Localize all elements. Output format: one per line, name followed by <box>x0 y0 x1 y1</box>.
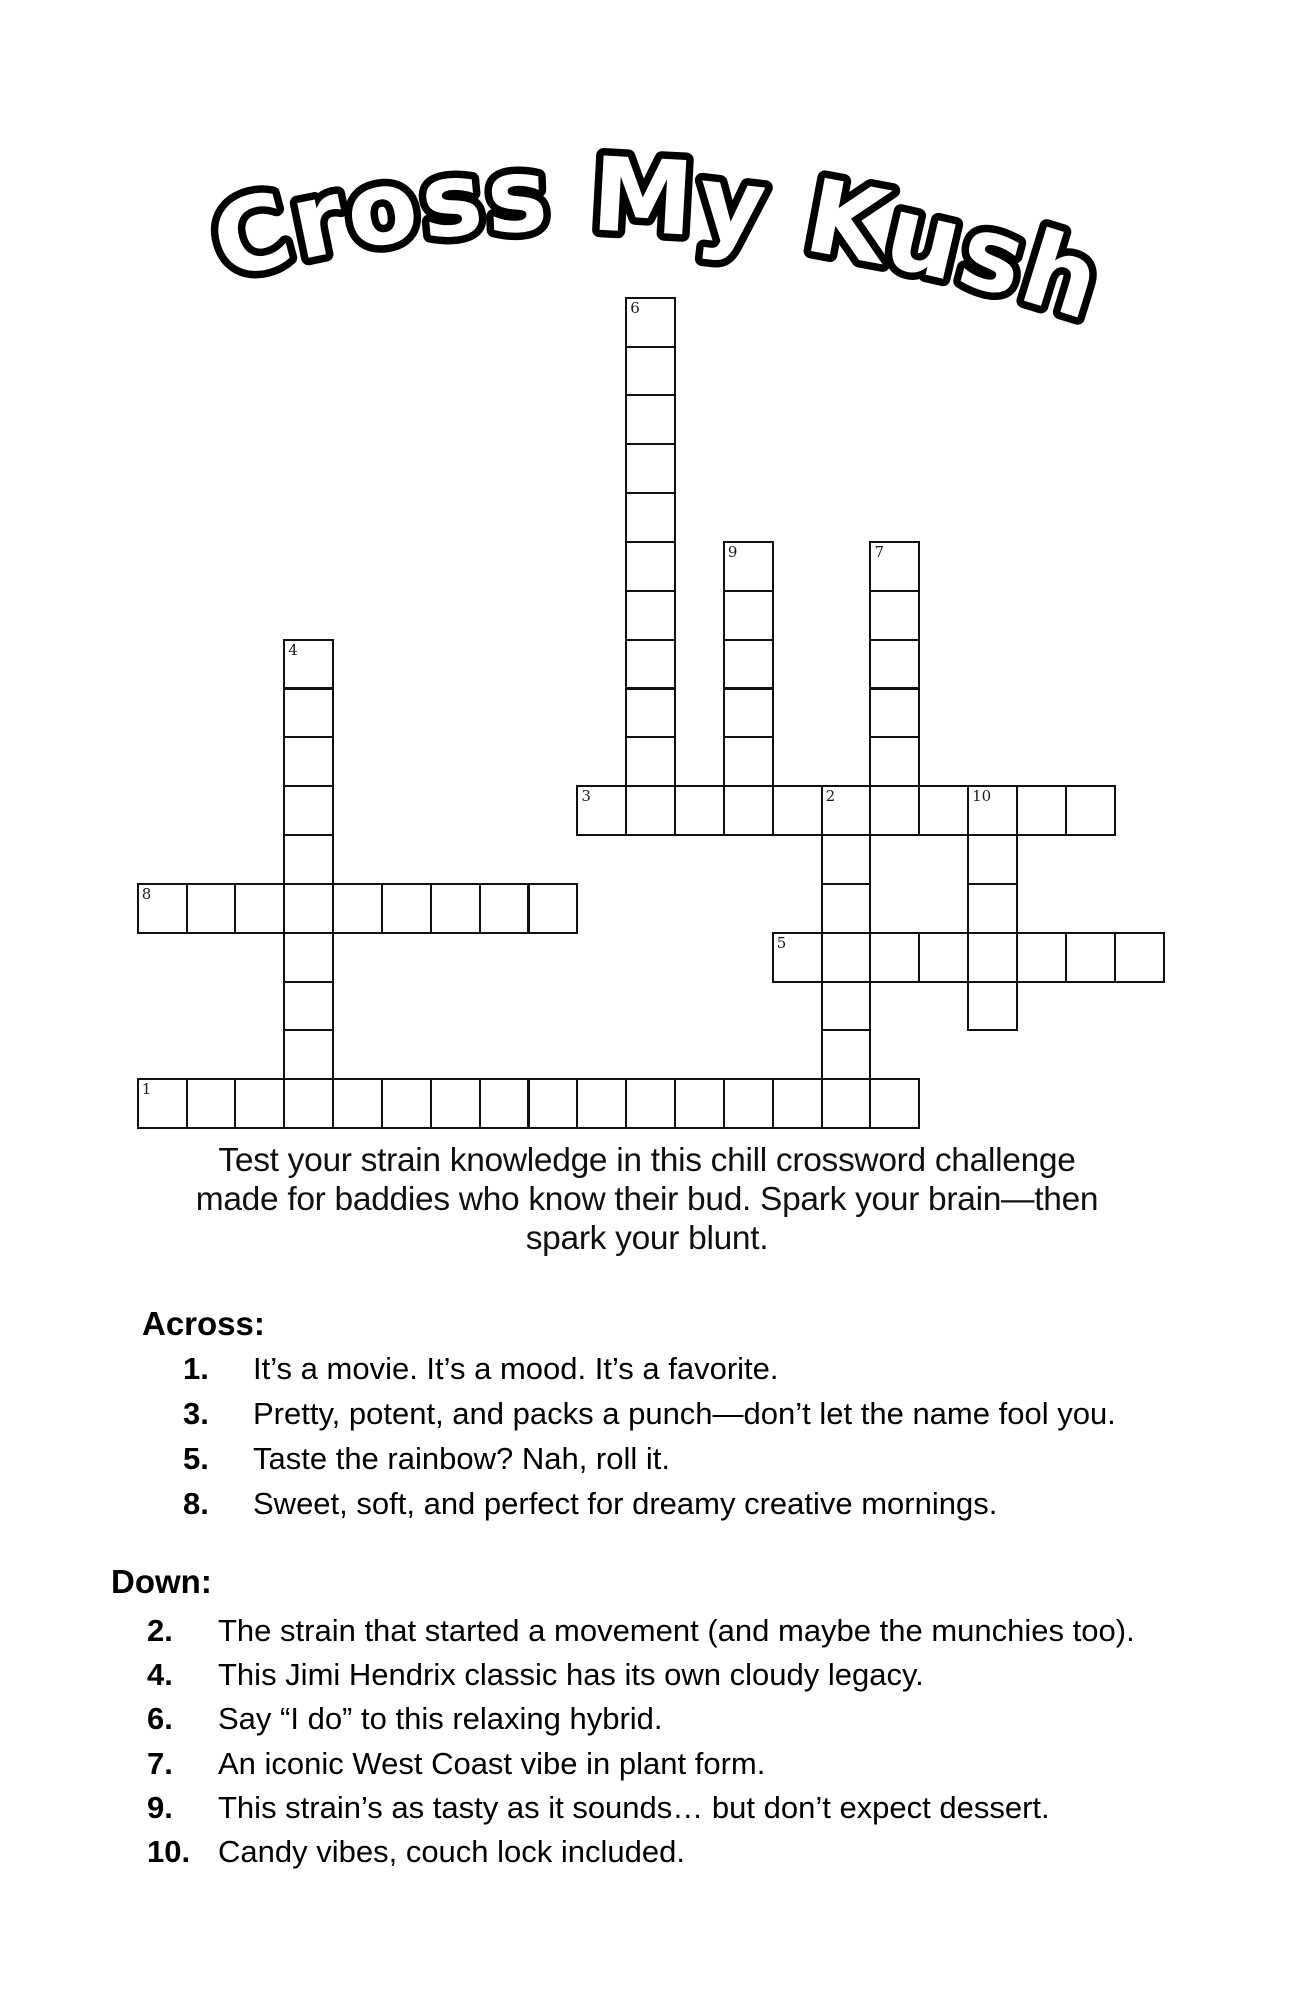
grid-cell[interactable] <box>332 1078 383 1129</box>
cell-number: 4 <box>288 640 298 659</box>
down-clue-row <box>147 1745 765 1783</box>
grid-cell[interactable] <box>869 688 920 739</box>
grid-cell[interactable] <box>1065 785 1116 836</box>
grid-cell[interactable] <box>283 1029 334 1080</box>
grid-cell[interactable] <box>625 639 676 690</box>
grid-cell[interactable] <box>1016 785 1067 836</box>
grid-cell[interactable] <box>332 883 383 934</box>
grid-cell[interactable] <box>772 1078 823 1129</box>
down-clue-row <box>147 1789 1050 1827</box>
down-heading: Down: <box>111 1563 212 1600</box>
grid-cell[interactable] <box>869 785 920 836</box>
down-clue-row <box>147 1656 924 1694</box>
grid-cell[interactable] <box>528 1078 579 1129</box>
grid-cell[interactable] <box>625 394 676 445</box>
cell-number: 10 <box>972 787 992 806</box>
grid-cell[interactable] <box>430 883 481 934</box>
cell-number: 6 <box>630 298 640 317</box>
grid-cell[interactable] <box>283 688 334 739</box>
grid-cell[interactable] <box>967 834 1018 885</box>
grid-cell[interactable] <box>821 932 872 983</box>
cell-number: 2 <box>825 787 836 806</box>
across-clue-row <box>183 1395 1116 1433</box>
grid-cell[interactable] <box>723 688 774 739</box>
across-clue-number: 3. <box>183 1396 209 1431</box>
across-clue-text: It’s a movie. It’s a mood. It’s a favorite. <box>253 1351 779 1386</box>
down-clue-row <box>147 1612 1135 1650</box>
grid-cell[interactable] <box>283 932 334 983</box>
grid-cell[interactable] <box>967 932 1018 983</box>
grid-cell[interactable] <box>967 883 1018 934</box>
down-clue-text: This Jimi Hendrix classic has its own cloudy legacy. <box>218 1657 924 1693</box>
cell-number: 1 <box>141 1080 152 1099</box>
grid-cell[interactable] <box>821 981 872 1032</box>
grid-cell[interactable] <box>234 1078 285 1129</box>
grid-cell[interactable] <box>430 1078 481 1129</box>
across-clue-row <box>183 1440 670 1478</box>
across-clue-text: Taste the rainbow? Nah, roll it. <box>253 1441 670 1476</box>
across-clue-number: 1. <box>183 1351 209 1386</box>
subtitle-line-1: Test your strain knowledge in this chill crossword challenge <box>218 1142 1076 1179</box>
grid-cell[interactable] <box>674 1078 725 1129</box>
grid-cell[interactable] <box>869 1078 920 1129</box>
grid-cell[interactable] <box>869 736 920 787</box>
grid-cell[interactable] <box>625 688 676 739</box>
subtitle-line-2: made for baddies who know their bud. Spark your brain—then <box>195 1181 1099 1218</box>
across-clue-number: 5. <box>183 1441 209 1476</box>
grid-cell[interactable] <box>967 981 1018 1032</box>
grid-cell[interactable] <box>283 1078 334 1129</box>
grid-cell[interactable] <box>283 883 334 934</box>
grid-cell[interactable] <box>625 736 676 787</box>
down-clue-text: Candy vibes, couch lock included. <box>218 1834 685 1869</box>
subtitle-line-3: spark your blunt. <box>525 1220 769 1257</box>
grid-cell[interactable] <box>625 492 676 543</box>
grid-cell[interactable] <box>772 785 823 836</box>
cell-number: 5 <box>776 933 787 952</box>
grid-cell[interactable] <box>186 1078 237 1129</box>
page-title: Cross My Kush <box>200 135 1116 345</box>
cell-number: 3 <box>581 787 591 806</box>
grid-cell[interactable] <box>186 883 237 934</box>
grid-cell[interactable] <box>283 834 334 885</box>
grid-cell[interactable] <box>625 541 676 592</box>
grid-cell[interactable] <box>381 883 432 934</box>
cell-number: 9 <box>727 542 738 561</box>
grid-cell[interactable] <box>918 932 969 983</box>
grid-cell[interactable] <box>1114 932 1165 983</box>
down-clue-text: An iconic West Coast vibe in plant form. <box>218 1745 766 1781</box>
grid-cell[interactable] <box>723 590 774 641</box>
grid-cell[interactable] <box>528 883 579 934</box>
grid-cell[interactable] <box>283 736 334 787</box>
cell-number: 7 <box>874 542 884 561</box>
across-clue-row <box>183 1485 997 1523</box>
grid-cell[interactable] <box>723 1078 774 1129</box>
down-clue-number: 9. <box>147 1789 173 1825</box>
grid-cell[interactable] <box>1016 932 1067 983</box>
grid-cell[interactable] <box>869 932 920 983</box>
grid-cell[interactable] <box>283 981 334 1032</box>
grid-cell[interactable] <box>723 785 774 836</box>
across-clue-text: Sweet, soft, and perfect for dreamy creative mornings. <box>253 1486 998 1521</box>
down-clue-number: 4. <box>147 1657 173 1693</box>
grid-cell[interactable] <box>821 834 872 885</box>
grid-cell[interactable] <box>625 785 676 836</box>
across-clue-text: Pretty, potent, and packs a punch—don’t let the name fool you. <box>253 1396 1116 1431</box>
grid-cell[interactable] <box>821 883 872 934</box>
grid-cell[interactable] <box>625 1078 676 1129</box>
grid-cell[interactable] <box>234 883 285 934</box>
grid-cell[interactable] <box>869 590 920 641</box>
grid-cell[interactable] <box>625 346 676 397</box>
grid-cell[interactable] <box>381 1078 432 1129</box>
subtitle <box>0 1141 1294 1258</box>
grid-cell[interactable] <box>576 1078 627 1129</box>
down-clue-text: This strain’s as tasty as it sounds… but don’t expect dessert. <box>218 1789 1050 1825</box>
cell-number: 8 <box>141 884 152 903</box>
grid-cell[interactable] <box>723 639 774 690</box>
across-clue-row <box>183 1350 779 1388</box>
down-clue-number: 6. <box>147 1701 173 1737</box>
across-clue-number: 8. <box>183 1486 209 1521</box>
down-clue-number: 2. <box>147 1613 173 1648</box>
grid-cell[interactable] <box>625 443 676 494</box>
grid-cell[interactable] <box>723 736 774 787</box>
down-clue-row <box>147 1833 685 1871</box>
grid-cell[interactable] <box>821 1029 872 1080</box>
down-clue-number: 7. <box>147 1745 173 1781</box>
grid-cell[interactable] <box>869 639 920 690</box>
grid-cell[interactable] <box>479 883 530 934</box>
down-clue-number: 10. <box>147 1834 191 1869</box>
grid-cell[interactable] <box>283 785 334 836</box>
down-clue-text: Say “I do” to this relaxing hybrid. <box>218 1701 663 1737</box>
down-clue-row <box>147 1700 663 1738</box>
grid-cell[interactable] <box>625 590 676 641</box>
grid-cell[interactable] <box>1065 932 1116 983</box>
grid-cell[interactable] <box>674 785 725 836</box>
grid-cell[interactable] <box>821 1078 872 1129</box>
across-heading: Across: <box>142 1305 265 1342</box>
down-clue-text: The strain that started a movement (and maybe the munchies too). <box>218 1613 1135 1648</box>
grid-cell[interactable] <box>479 1078 530 1129</box>
grid-cell[interactable] <box>918 785 969 836</box>
